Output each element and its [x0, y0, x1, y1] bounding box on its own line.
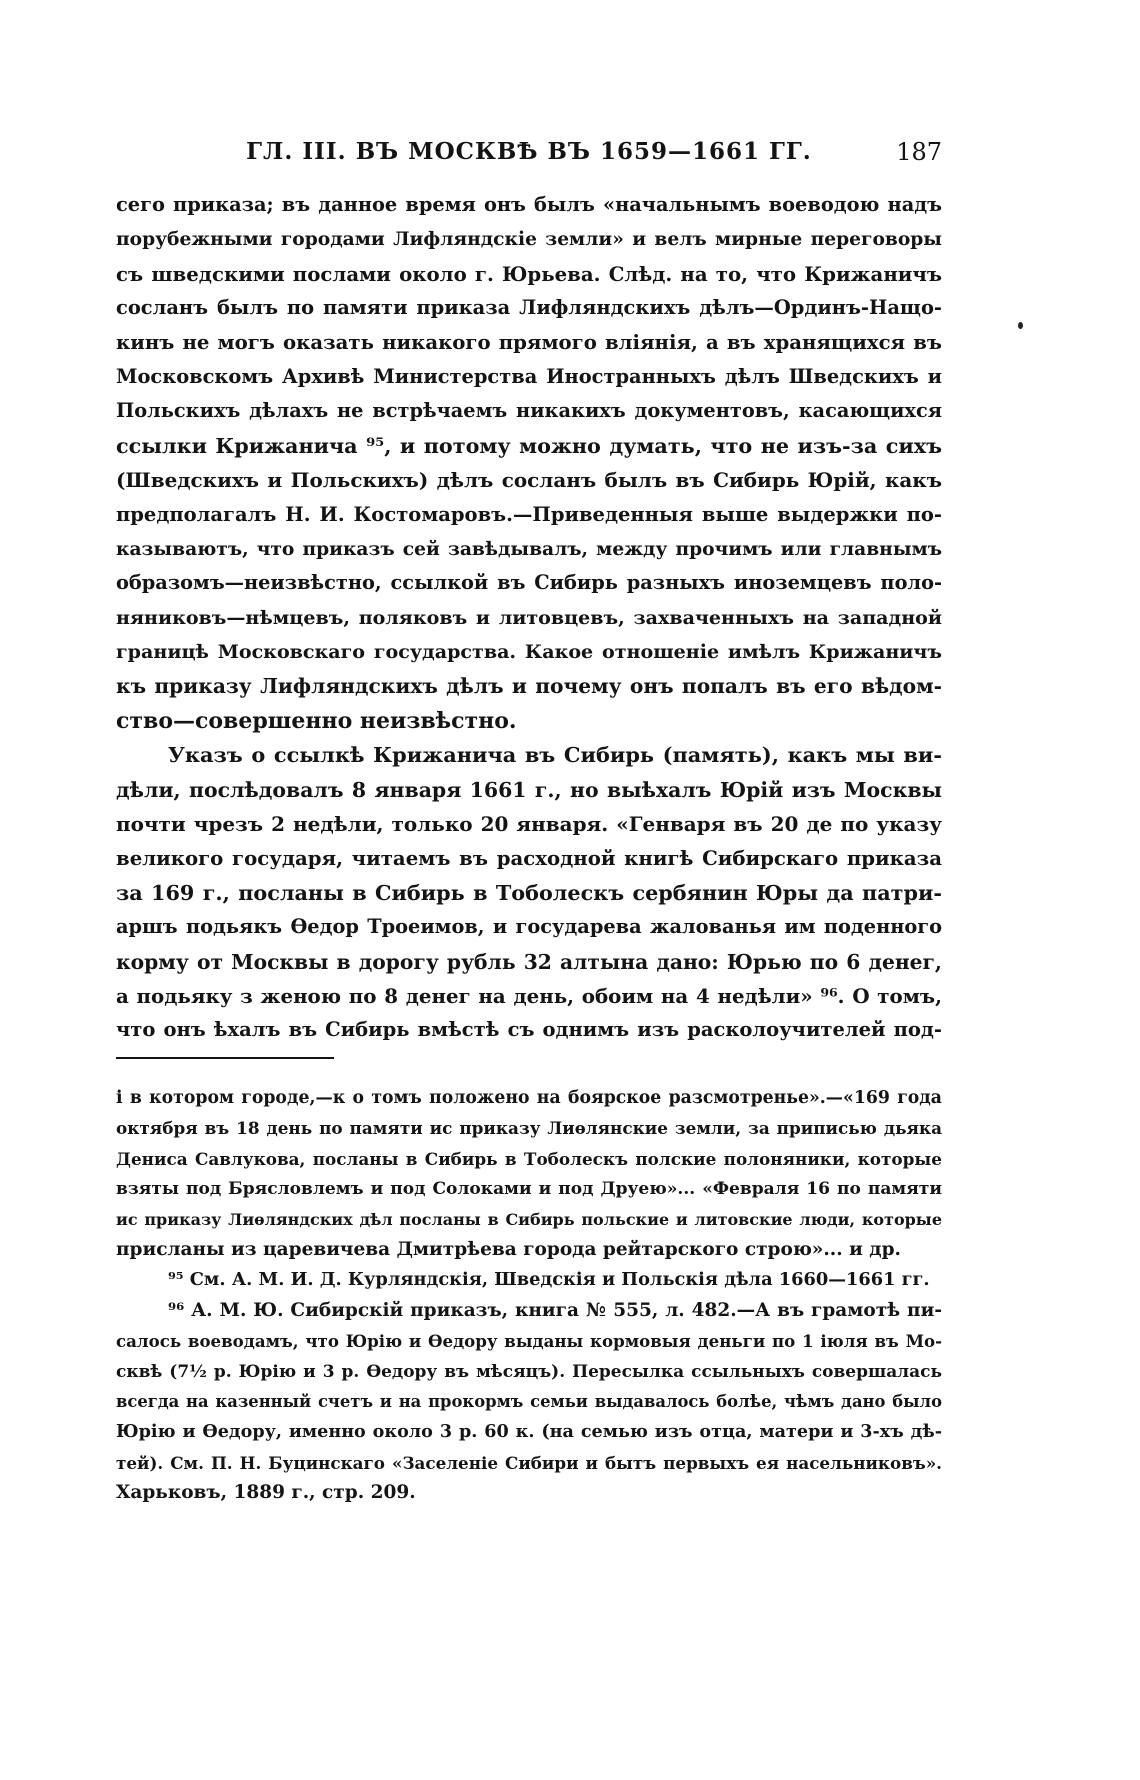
footnote-line: і в котором городе,—к о томъ положено на боярское разсмотренье».—«169 года [116, 1088, 942, 1108]
text-line: что онъ ѣхалъ въ Сибирь вмѣстѣ съ однимъ изъ расколоучителей под- [116, 1018, 942, 1042]
text-line: предполагалъ Н. И. Костомаровъ.—Приведенныя выше выдержки по- [116, 502, 942, 526]
text-line: сего приказа; въ данное время онъ былъ «начальнымъ воеводою надъ [116, 193, 942, 216]
page-header [116, 138, 942, 174]
footnote-96: ⁹⁶ А. М. Ю. Сибирскій приказъ, книга № 555, л. 482.—А въ грамотѣ пи- [168, 1299, 942, 1321]
text-line: няниковъ—нѣмцевъ, поляковъ и литовцевъ, захваченныхъ на западной [116, 606, 942, 629]
text-line: (Шведскихъ и Польскихъ) дѣлъ сосланъ былъ въ Сибирь Юрій, какъ [116, 468, 942, 493]
text-line: корму от Москвы в дорогу рубль 32 алтына дано: Юрью по 6 денег, [116, 949, 942, 974]
running-title: ГЛ. III. ВЪ МОСКВѢ ВЪ 1659—1661 ГГ. [246, 138, 812, 165]
text-line: почти чрезъ 2 недѣли, только 20 января. «Генваря въ 20 де по указу [116, 812, 942, 837]
footnote-line: Юрію и Өедору, именно около 3 р. 60 к. (на семью изъ отца, матери и 3-хъ дѣ- [116, 1422, 942, 1443]
text-line: ство—совершенно неизвѣстно. [116, 707, 517, 734]
ink-speck [1018, 322, 1023, 329]
text-line: за 169 г., посланы в Сибирь в Тоболескъ сербянин Юры да патри- [116, 880, 942, 905]
footnote-line: ис приказу Лиѳляндских дѣл посланы в Сибирь польские и литовские люди, которые [116, 1209, 942, 1229]
footnote-line: октября въ 18 день по памяти ис приказу Лиѳлянскиe земли, за приписью дьяка [116, 1118, 942, 1139]
footnote-line: сквѣ (7½ р. Юрію и 3 р. Өедору въ мѣсяцъ). Пересылка ссыльныхъ совершалась [116, 1361, 942, 1382]
footnotes [116, 1083, 942, 1508]
main-text [116, 188, 942, 1048]
text-line: ссылки Крижанича ⁹⁵, и потому можно думать, что не изъ-за сихъ [116, 433, 942, 458]
text-line: великого государя, читаемъ въ расходной книгѣ Сибирскаго приказа [116, 846, 942, 871]
text-line: казываютъ, что приказъ сей завѣдывалъ, между прочимъ или главнымъ [116, 537, 942, 560]
footnote-line: салось воеводамъ, что Юрію и Өедору выданы кормовыя деньги по 1 іюля въ Мо- [116, 1331, 942, 1352]
text-line: Польскихъ дѣлахъ не встрѣчаемъ никакихъ документовъ, касающихся [116, 399, 942, 423]
footnote-line: Харьковъ, 1889 г., стр. 209. [116, 1482, 416, 1504]
footnote-line: взяты под Брясловлемъ и под Солоками и под Друею»... «Февраля 16 по памяти [116, 1179, 942, 1200]
text-line: образомъ—неизвѣстно, ссылкой въ Сибирь разныхъ иноземцевъ поло- [116, 571, 942, 595]
text-line: къ приказу Лифляндскихъ дѣлъ и почему онъ попалъ въ его вѣдом- [116, 674, 942, 699]
page-number: 187 [896, 138, 942, 166]
text-line: границѣ Московскаго государства. Какое отношеніе имѣлъ Крижаничъ [116, 641, 942, 664]
text-line: кинъ не могъ оказать никакого прямого вліянія, а въ хранящихся въ [116, 330, 942, 354]
text-line: съ шведскими послами около г. Юрьева. Слѣд. на то, что Крижаничъ [116, 261, 942, 286]
text-line: сосланъ былъ по памяти приказа Лифляндскихъ дѣлъ—Ординъ-Нащо- [116, 296, 942, 320]
text-line: аршъ подьякъ Өедор Троеимов, и государева жалованья им поденного [116, 915, 942, 939]
footnote-line: Дениса Савлукова, посланы в Сибирь в Тоболескъ полские полоняники, которые [116, 1148, 942, 1169]
paragraph-first-line: Указъ о ссылкѣ Крижанича въ Сибирь (память), какъ мы ви- [168, 742, 942, 768]
footnote-line: всегда на казенный счетъ и на прокормъ семьи выдавалось болѣе, чѣмъ дано было [116, 1391, 942, 1411]
text-line: а подьяку з женою по 8 денег на день, обоим на 4 недѣли» ⁹⁶. О томъ, [116, 983, 942, 1008]
text-line: порубежными городами Лифляндскіе земли» и велъ мирные переговоры [116, 228, 942, 251]
footnote-line: присланы из царевичева Дмитрѣева города рейтарского строю»... и др. [116, 1238, 901, 1260]
footnote-95: ⁹⁵ См. А. М. И. Д. Курляндскія, Шведскія и Польскія дѣла 1660—1661 гг. [168, 1269, 930, 1291]
text-line: дѣли, послѣдовалъ 8 января 1661 г., но выѣхалъ Юрій изъ Москвы [116, 777, 942, 802]
footnote-line: тей). См. П. Н. Буцинскаго «Заселеніе Сибири и бытъ первыхъ ея насельниковъ». [116, 1452, 942, 1473]
footnote-divider [116, 1057, 334, 1059]
text-line: Московскомъ Архивѣ Министерства Иностранныхъ дѣлъ Шведскихъ и [116, 364, 942, 388]
